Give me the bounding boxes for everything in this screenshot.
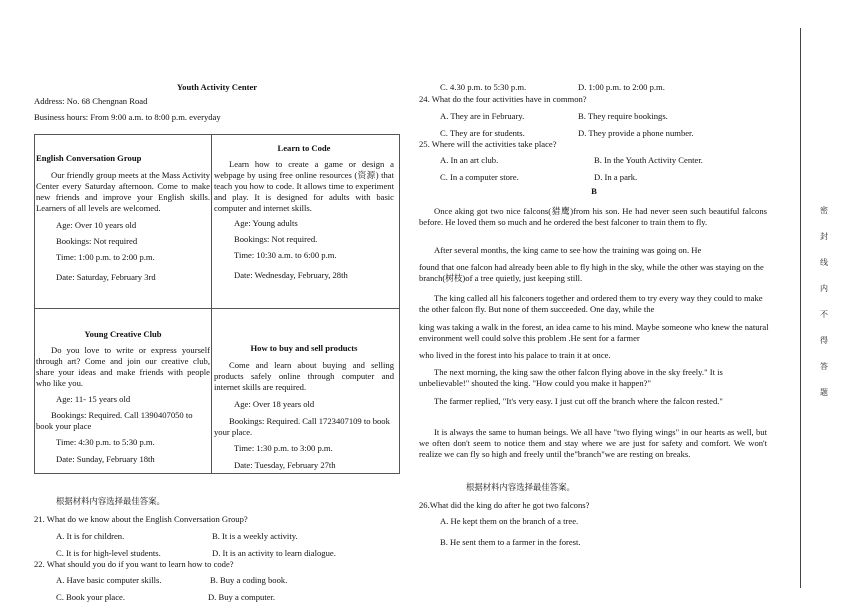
instruction-b: 根据材料内容选择最佳答案。 [466,482,575,492]
q25-option-a: A. In an art club. [440,155,499,165]
passage-p6: who lived in the forest into his palace to train it at once. [419,350,611,360]
q24-option-c: C. They are for students. [440,128,525,138]
q22-option-d: D. Buy a computer. [208,592,276,602]
q24-option-d: D. They provide a phone number. [578,128,694,138]
q22-option-b: B. Buy a coding book. [210,575,288,585]
ad-creative-title: Young Creative Club [84,329,162,339]
ad-creative-age: Age: 11- 15 years old [56,394,131,404]
q23-option-c: C. 4.30 p.m. to 5:30 p.m. [440,82,527,92]
ad-creative-bookings: Bookings: Required. Call 1390407050 to book your place [36,410,193,431]
ad-english-bookings: Bookings: Not required [56,236,138,246]
q25-option-d: D. In a park. [594,172,638,182]
ad-creative-body: Do you love to write or express yourself through art? Come and join our creative club, share your ideas and make friends with people who like you. [36,345,210,388]
instruction-a: 根据材料内容选择最佳答案。 [56,496,165,506]
ad-code-title: Learn to Code [277,143,331,153]
ad-code [212,135,400,309]
binding-char: 线 [820,258,828,267]
q26-option-a: A. He kept them on the branch of a tree. [440,516,579,526]
passage-p7: The next morning, the king saw the other falcon flying above in the sky freely." It is unbelievable!" shouted the king. "How could you make it happen?" [419,367,723,388]
q21-stem: 21. What do we know about the English Conversation Group? [34,514,248,524]
q24-stem: 24. What do the four activities have in common? [419,94,587,104]
q24-option-a: A. They are in February. [440,111,525,121]
q25-stem: 25. Where will the activities take place? [419,139,557,149]
ad-code-date: Date: Wednesday, February, 28th [234,270,348,280]
binding-char: 得 [820,336,828,345]
binding-char: 内 [820,284,828,293]
ad-buysell-age: Age: Over 18 years old [234,399,315,409]
q23-option-d: D. 1:00 p.m. to 2:00 p.m. [578,82,665,92]
q22-option-a: A. Have basic computer skills. [56,575,162,585]
ad-creative-date: Date: Sunday, February 18th [56,454,155,464]
passage-p2: After several months, the king came to see how the training was going on. He [434,245,702,255]
ad-buysell-bookings: Bookings: Required. Call 1723407109 to book your place. [214,416,390,437]
notice-hours: Business hours: From 9:00 a.m. to 8:00 p.m. everyday [34,112,221,122]
passage-p5: king was taking a walk in the forest, an idea came to his mind. Maybe someone who knew the natural environment well could solve this problem .He sent for a farmer [419,322,769,343]
ad-code-bookings: Bookings: Not required. [234,234,318,244]
ad-buysell [212,309,400,474]
binding-char: 不 [820,310,828,319]
ad-english-body: Our friendly group meets at the Mass Activity Center every Saturday afternoon. Come to make new friends and improve your English skills. Learners of all levels are welcomed. [36,170,210,213]
section-b-heading: B [591,186,597,196]
q25-option-c: C. In a computer store. [440,172,519,182]
ad-buysell-date: Date: Tuesday, February 27th [234,460,336,470]
ad-code-time: Time: 10:30 a.m. to 6:00 p.m. [234,250,337,260]
ad-code-body: Learn how to create a game or design a webpage by using free online resources (资源) that teach you how to code. It allows time to experiment and play. It is designed for adults with basic computer and internet skills. [214,159,394,213]
q26-option-b: B. He sent them to a farmer in the forest. [440,537,581,547]
activities-table [34,134,400,474]
binding-line [800,28,801,588]
binding-char: 密 [820,206,828,215]
passage-p9: It is always the same to human beings. We all have "two flying wings" in our hearts as well, but we often don't seem to notice them and stay where we are just for safety and comfort. We won't realize we can fly so high and freely until the"branch"we are resting on breaks. [419,427,767,459]
ad-buysell-time: Time: 1:30 p.m. to 3:00 p.m. [234,443,333,453]
q21-option-d: D. It is an activity to learn dialogue. [212,548,336,558]
ad-creative [35,309,212,474]
ad-english-date: Date: Saturday, February 3rd [56,272,156,282]
ad-english [35,135,212,309]
passage-p8: The farmer replied, "It's very easy. I just cut off the branch where the falcon rested." [434,396,723,406]
q21-option-a: A. It is for children. [56,531,125,541]
binding-char: 题 [820,388,828,397]
q22-stem: 22. What should you do if you want to learn how to code? [34,559,234,569]
ad-code-age: Age: Young adults [234,218,298,228]
ad-english-age: Age: Over 10 years old [56,220,137,230]
q21-option-c: C. It is for high-level students. [56,548,161,558]
q25-option-b: B. In the Youth Activity Center. [594,155,703,165]
q21-option-b: B. It is a weekly activity. [212,531,298,541]
ad-buysell-body: Come and learn about buying and selling products safely online through computer and internet skills are required. [214,360,394,392]
ad-english-time: Time: 1:00 p.m. to 2:00 p.m. [56,252,155,262]
q24-option-b: B. They require bookings. [578,111,668,121]
binding-char: 封 [820,232,828,241]
binding-char: 答 [820,362,828,371]
ad-buysell-title: How to buy and sell products [250,343,358,353]
notice-title: Youth Activity Center [176,82,258,92]
passage-p4: The king called all his falconers together and ordered them to try every way they could to make the other falcon fly. But none of them succeeded. One day, while the [419,293,763,314]
q26-stem: 26.What did the king do after he got two falcons? [419,500,590,510]
notice-address: Address: No. 68 Chengnan Road [34,96,148,106]
passage-p3: found that one falcon had already been able to fly high in the sky, while the other was staying on the branch(树枝)of a tree quietly, just keeping still. [419,262,764,283]
passage-p1: Once aking got two nice falcons(猎鹰)from his son. He had never seen such beautiful falcons before. He loved them so much and he ordered the best falconer to train them to fly. [419,206,767,227]
q22-option-c: C. Book your place. [56,592,125,602]
ad-english-title: English Conversation Group [36,153,142,163]
ad-creative-time: Time: 4:30 p.m. to 5:30 p.m. [56,437,155,447]
